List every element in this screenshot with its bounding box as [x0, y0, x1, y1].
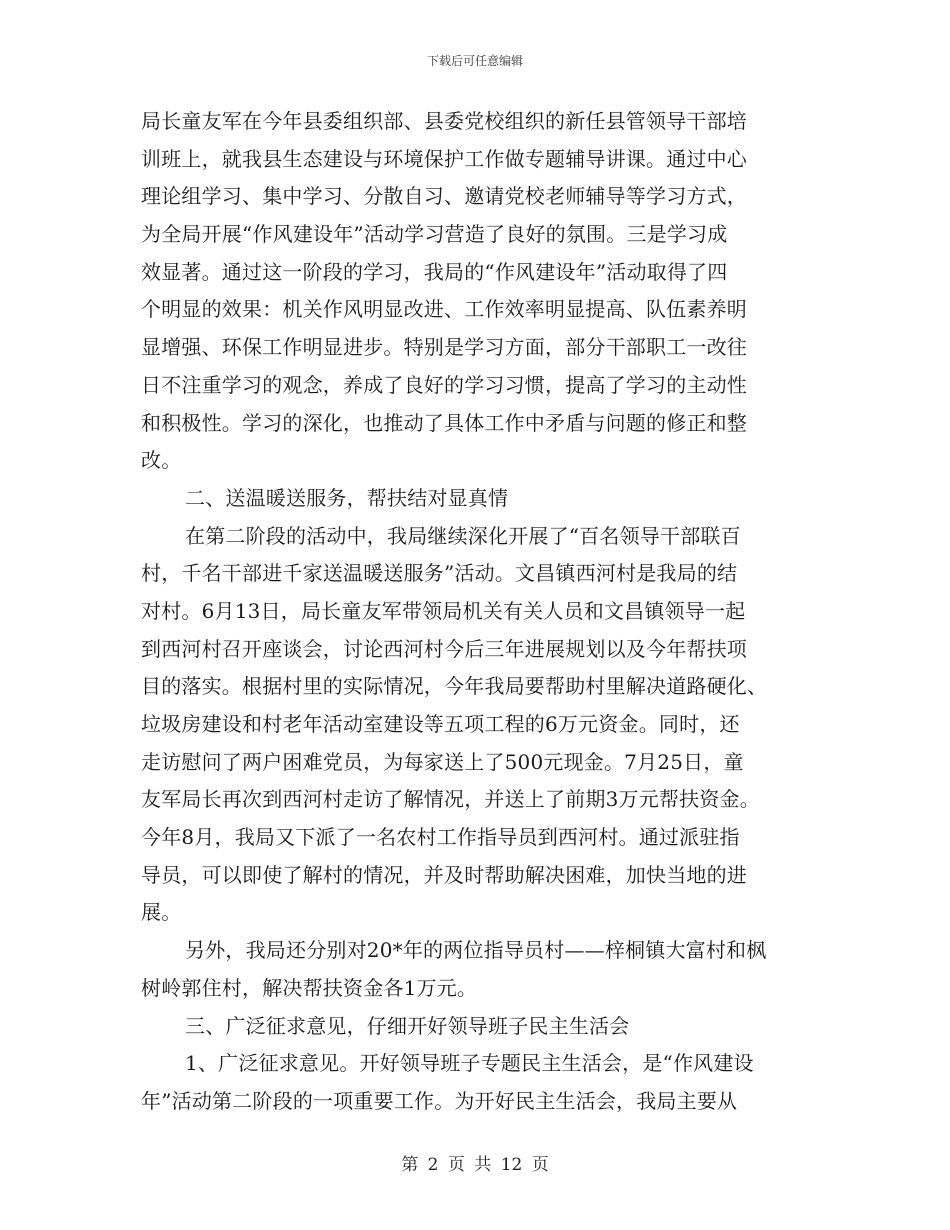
- paragraph-line: 局长童友军在今年县委组织部、县委党校组织的新任县管领导干部培: [141, 109, 747, 133]
- document-body: [141, 103, 813, 1121]
- paragraph-line: 理论组学习、集中学习、分散自习、邀请党校老师辅导等学习方式，: [141, 184, 747, 209]
- paragraph-line: 个明显的效果：机关作风明显改进、工作效率明显提高、队伍素养明: [141, 297, 747, 322]
- paragraph-line: 对村。6月13日，局长童友军带领局机关有关人员和文昌镇领导一起: [141, 598, 746, 623]
- paragraph-line: 展。: [141, 900, 182, 925]
- page-number: 第 2 页 共 12 页: [401, 1155, 549, 1175]
- paragraph-line: 和积极性。学习的深化，也推动了具体工作中矛盾与问题的修正和整: [141, 410, 747, 435]
- paragraph-line: 走访慰问了两户困难党员，为每家送上了500元现金。7月25日，童: [141, 749, 744, 774]
- paragraph-line: 显增强、环保工作明显进步。特别是学习方面，部分干部职工一改往: [141, 335, 747, 360]
- paragraph-line: 树岭郭住村，解决帮扶资金各1万元。: [141, 975, 478, 1000]
- paragraph-line: 改。: [141, 448, 182, 473]
- paragraph-line: 到西河村召开座谈会，讨论西河村今后三年进展规划以及今年帮扶项: [141, 636, 747, 661]
- paragraph-line: 效显著。通过这一阶段的学习，我局的“作风建设年”活动取得了四: [141, 259, 728, 284]
- paragraph-line: 训班上，就我县生态建设与环境保护工作做专题辅导讲课。通过中心: [141, 146, 747, 171]
- section-heading: 二、送温暖送服务，帮扶结对显真情: [185, 485, 509, 510]
- paragraph-line: 日不注重学习的观念，养成了良好的学习习惯，提高了学习的主动性: [141, 372, 747, 397]
- page-header: 下载后可任意编辑: [426, 54, 523, 68]
- paragraph-line: 今年8月，我局又下派了一名农村工作指导员到西河村。通过派驻指: [141, 825, 740, 850]
- paragraph-line: 导员，可以即使了解村的情况，并及时帮助解决困难，加快当地的进: [141, 862, 747, 887]
- paragraph-line: 另外，我局还分别对20*年的两位指导员村——梓桐镇大富村和枫: [185, 938, 767, 963]
- paragraph-line: 1、广泛征求意见。开好领导班子专题民主生活会，是“作风建设: [185, 1051, 754, 1076]
- section-heading: 三、广泛征求意见，仔细开好领导班子民主生活会: [185, 1013, 630, 1038]
- paragraph-line: 为全局开展“作风建设年”活动学习营造了良好的氛围。三是学习成: [141, 222, 728, 247]
- paragraph-line: 垃圾房建设和村老年活动室建设等五项工程的6万元资金。同时，还: [141, 712, 740, 736]
- paragraph-line: 年”活动第二阶段的一项重要工作。为开好民主生活会，我局主要从: [141, 1088, 738, 1113]
- paragraph-line: 村，千名干部进千家送温暖送服务”活动。文昌镇西河村是我局的结: [141, 561, 738, 586]
- paragraph-line: 目的落实。根据村里的实际情况，今年我局要帮助村里解决道路硬化、: [141, 674, 768, 699]
- paragraph-line: 友军局长再次到西河村走访了解情况，并送上了前期3万元帮扶资金。: [141, 787, 760, 812]
- paragraph-line: 在第二阶段的活动中，我局继续深化开展了“百名领导干部联百: [185, 523, 741, 548]
